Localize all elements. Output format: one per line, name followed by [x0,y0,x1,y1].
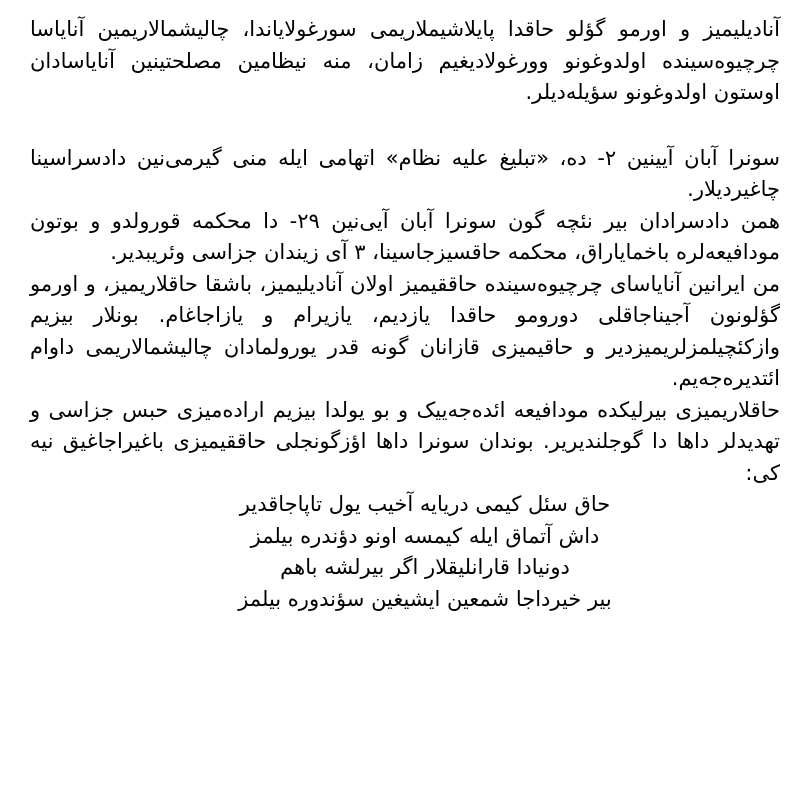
poem-line: داش آتماق ایله کیمسه اونو دؤندره بیلمز [250,523,600,548]
poem-line: دونیادا قارانلیقلار اگر بیرلشه باهم [280,555,570,579]
paragraph-gap [30,109,780,143]
letter-body [30,14,780,615]
intro-paragraph: آنادیلیمیز و اورمو گؤلو حاقدا پایلاشیملاریمی سورغولایاندا، چالیشمالاریمین آنایاسا چرچیوه‌سینده اولدوغونو وورغولادیغیم زامان، منه نیظامین مصلحتینین آنایاسادان اوستون اولدوغونو سؤیله‌دیلر. [30,17,780,104]
court-paragraph: همن دادسرادان بیر نئچه گون سونرا آبان آیی‌نین ۲۹- دا محکمه قورولدو و بوتون مودافیعه‌لره باخمایاراق، محکمه حاقسیزجاسینا، ۳ آی زیندان جزاسی وئریبدیر. [30,208,781,264]
poem [30,489,780,615]
poem-line: بیر خیرداجا شمعین ایشیغین سؤندوره بیلمز [238,586,612,611]
summons-paragraph: سونرا آبان آیینین ۲- ده، «تبلیغ علیه نظام» اتهامی ایله منی گیرمی‌نین دادسراسینا چاغیردیلار. [30,145,780,201]
rights-paragraph: من ایرانین آنایاسای چرچیوه‌سینده حاققیمیز اولان آنادیلیمیز، باشقا حاقلاریمیز، و اورمو گؤلونون آجیناجاقلی دورومو حاقدا یازدیم، یازیرام و یازاجاغام. بونلار بیزیم وازکئچیلمزلریمیزدیر و حاقیمیزی قازانان گونه قدر یورولمادان چالیشمالاریمی داوام ائتدیره‌جه‌یم. [30,271,780,390]
poem-line: حاق سئل کیمی دریایه آخیب یول تاپاجاقدیر [239,492,611,516]
resolve-paragraph: حاقلاریمیزی بیرلیکده مودافیعه ائده‌جه‌ییک و بو یولدا بیزیم اراده‌میزی حبس جزاسی و تهدیدلر داها دا گوجلندیریر. بوندان سونرا داها اؤزگونجلی حاققیمیزی باغیراجاغیق نیه کی: [30,397,780,485]
